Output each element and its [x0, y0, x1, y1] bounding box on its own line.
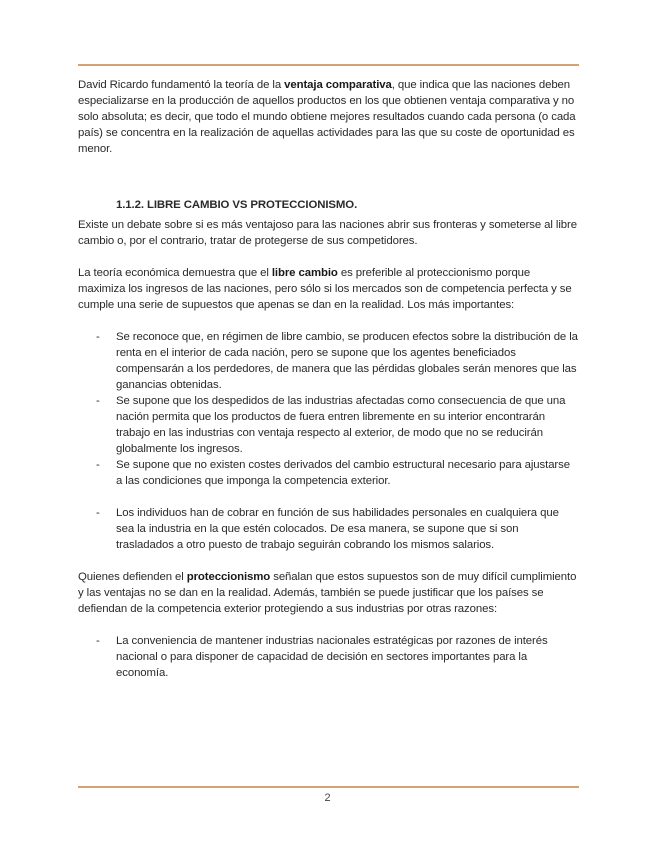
- list-item: - Se supone que los despedidos de las industrias afectadas como consecuencia de que una nación permita que los productos de fuera entren libremente en su interior encontrarán trabajo en las industrias con ventaja respecto al exterior, de modo que no se reducirán globalmente los ingresos.: [78, 393, 578, 457]
- bold-term: libre cambio: [271, 267, 338, 279]
- paragraph-libre-cambio: La teoría económica demuestra que el libre cambio es preferible al proteccionismo porque maximiza los ingresos de las naciones, pero sólo si los mercados son de competencia perfecta y se cumple una serie de supuestos que apenas se dan en la realidad. Los más importantes:: [78, 267, 572, 311]
- list-item: - Se supone que no existen costes derivados del cambio estructural necesario para ajustarse a las condiciones que imponga la competencia exterior.: [78, 457, 578, 489]
- section-heading: 1.1.2. LIBRE CAMBIO VS PROTECCIONISMO.: [116, 199, 358, 211]
- header-rule: [78, 64, 579, 66]
- paragraph-debate: Existe un debate sobre si es más ventajoso para las naciones abrir sus fronteras y someterse al libre cambio o, por el contrario, tratar de protegerse de sus competidores.: [78, 219, 577, 247]
- bold-term: proteccionismo: [186, 571, 271, 583]
- list-item: - Se reconoce que, en régimen de libre cambio, se producen efectos sobre la distribución de la renta en el interior de cada nación, pero se supone que los agentes beneficiados compensarán a los perdedores, de manera que las pérdidas globales serán menores que las ganancias obtenidas.: [78, 329, 578, 393]
- paragraph-ventaja-comparativa: David Ricardo fundamentó la teoría de la ventaja comparativa, que indica que las naciones deben especializarse en la producción de aquellos productos en los que obtienen ventaja comparativa y no solo absoluta; es decir, que todo el mundo obtiene mejores resultados cuando cada persona (o cada país) se concentra en la realización de aquellas actividades para las que su coste de oportunidad es menor.: [78, 79, 576, 155]
- paragraph-proteccionismo: Quienes defienden el proteccionismo señalan que estos supuestos son de muy difícil cumplimiento y las ventajas no se dan en la realidad. Además, también se puede justificar que los países se defiendan de la competencia exterior protegiendo a sus industrias por otras razones:: [78, 571, 577, 615]
- bold-term: ventaja comparativa: [284, 79, 392, 91]
- list-item: - La conveniencia de mantener industrias nacionales estratégicas por razones de interés nacional o para disponer de capacidad de decisión en sectores importantes para la economía.: [78, 633, 578, 681]
- list-item: - Los individuos han de cobrar en función de sus habilidades personales en cualquiera que sea la industria en la que estén colocados. De esa manera, se supone que si son trasladados a otro puesto de trabajo seguirán cobrando los mismos salarios.: [78, 505, 578, 553]
- supuestos-list: [78, 329, 578, 553]
- footer-rule: [78, 786, 579, 788]
- page-number: 2: [324, 792, 331, 804]
- page-content: [78, 77, 578, 681]
- razones-list: [78, 633, 578, 681]
